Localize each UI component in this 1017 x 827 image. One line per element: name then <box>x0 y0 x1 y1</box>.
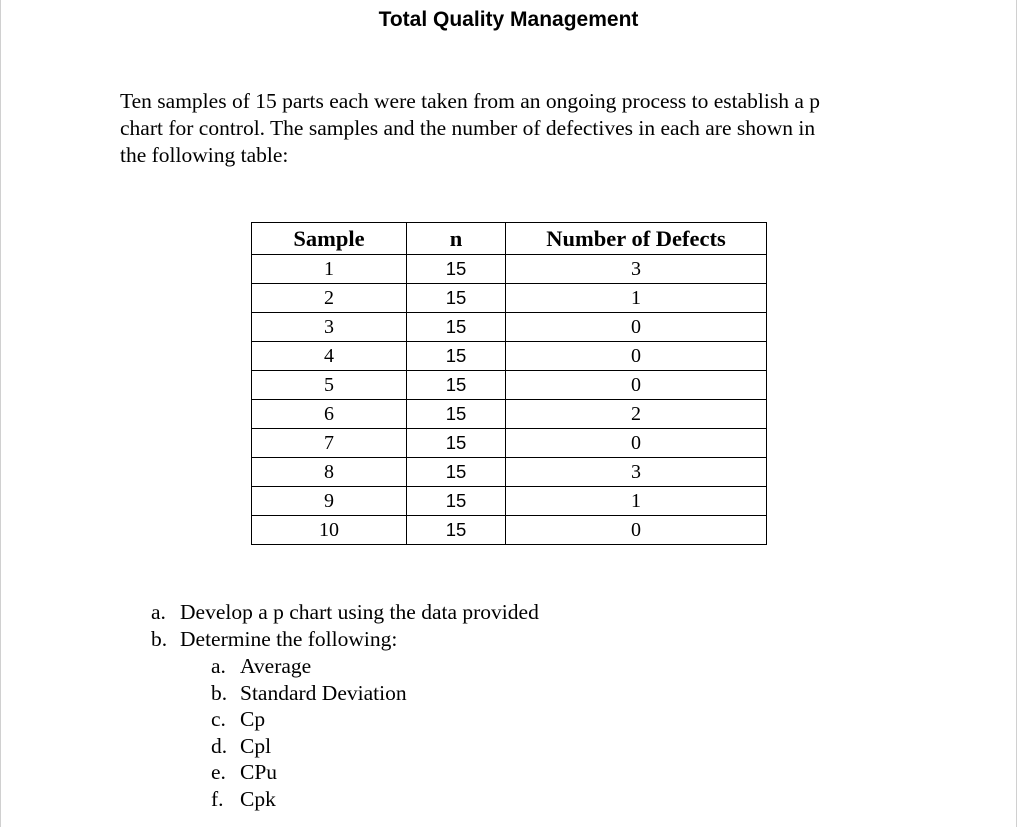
question-text: Develop a p chart using the data provided <box>180 600 539 624</box>
intro-line: Ten samples of 15 parts each were taken from an ongoing process to establish a p <box>120 89 821 113</box>
intro-line: the following table: <box>120 143 289 167</box>
table-row <box>252 284 767 313</box>
table-row <box>252 516 767 545</box>
list-marker: d. <box>211 733 228 758</box>
defects-cell: 1 <box>506 487 767 516</box>
n-cell: 15 <box>407 487 506 516</box>
sample-cell: 5 <box>252 371 407 400</box>
list-marker: b. <box>211 680 228 705</box>
table-header-row <box>252 223 767 255</box>
sub-question-text: Cpl <box>240 733 272 758</box>
defects-cell: 3 <box>506 255 767 284</box>
list-marker: e. <box>211 760 226 784</box>
n-cell: 15 <box>407 342 506 371</box>
sub-question-text: Cp <box>240 707 266 731</box>
defects-cell: 0 <box>506 342 767 371</box>
table-row <box>252 429 767 458</box>
list-marker: c. <box>211 707 226 731</box>
defects-cell: 0 <box>506 429 767 458</box>
page-left-edge <box>0 0 1 827</box>
document-title: Total Quality Management <box>378 8 639 31</box>
sub-question-text: Average <box>240 654 312 678</box>
sample-cell: 6 <box>252 400 407 429</box>
table-row <box>252 400 767 429</box>
sub-question-text: Standard Deviation <box>240 680 407 705</box>
n-cell: 15 <box>407 313 506 342</box>
table-row <box>252 371 767 400</box>
table-row <box>252 342 767 371</box>
sample-cell: 8 <box>252 458 407 487</box>
sample-cell: 2 <box>252 284 407 313</box>
defects-cell: 0 <box>506 313 767 342</box>
n-cell: 15 <box>407 429 506 458</box>
list-marker: b. <box>151 627 168 651</box>
list-marker: a. <box>211 654 226 678</box>
intro-line: chart for control. The samples and the number of defectives in each are shown in <box>120 116 816 140</box>
n-cell: 15 <box>407 400 506 429</box>
sample-cell: 9 <box>252 487 407 516</box>
n-cell: 15 <box>407 371 506 400</box>
sample-cell: 3 <box>252 313 407 342</box>
list-marker: a. <box>151 600 166 624</box>
table-row <box>252 487 767 516</box>
sample-cell: 1 <box>252 255 407 284</box>
defects-cell: 2 <box>506 400 767 429</box>
table-row <box>252 458 767 487</box>
defects-cell: 0 <box>506 371 767 400</box>
sample-cell: 7 <box>252 429 407 458</box>
sub-question-text: CPu <box>240 760 278 784</box>
defects-table <box>251 222 767 545</box>
table-row <box>252 255 767 284</box>
question-text: Determine the following: <box>180 627 398 651</box>
header-n: n <box>407 223 506 255</box>
header-number-of-defects: Number of Defects <box>506 223 767 255</box>
defects-cell: 1 <box>506 284 767 313</box>
defects-cell: 3 <box>506 458 767 487</box>
defects-cell: 0 <box>506 516 767 545</box>
n-cell: 15 <box>407 458 506 487</box>
sample-cell: 10 <box>252 516 407 545</box>
n-cell: 15 <box>407 284 506 313</box>
header-sample: Sample <box>252 223 407 255</box>
sample-cell: 4 <box>252 342 407 371</box>
sub-question-text: Cpk <box>240 786 276 811</box>
list-marker: f. <box>211 786 224 811</box>
intro-paragraph <box>120 88 890 169</box>
n-cell: 15 <box>407 255 506 284</box>
table-row <box>252 313 767 342</box>
n-cell: 15 <box>407 516 506 545</box>
